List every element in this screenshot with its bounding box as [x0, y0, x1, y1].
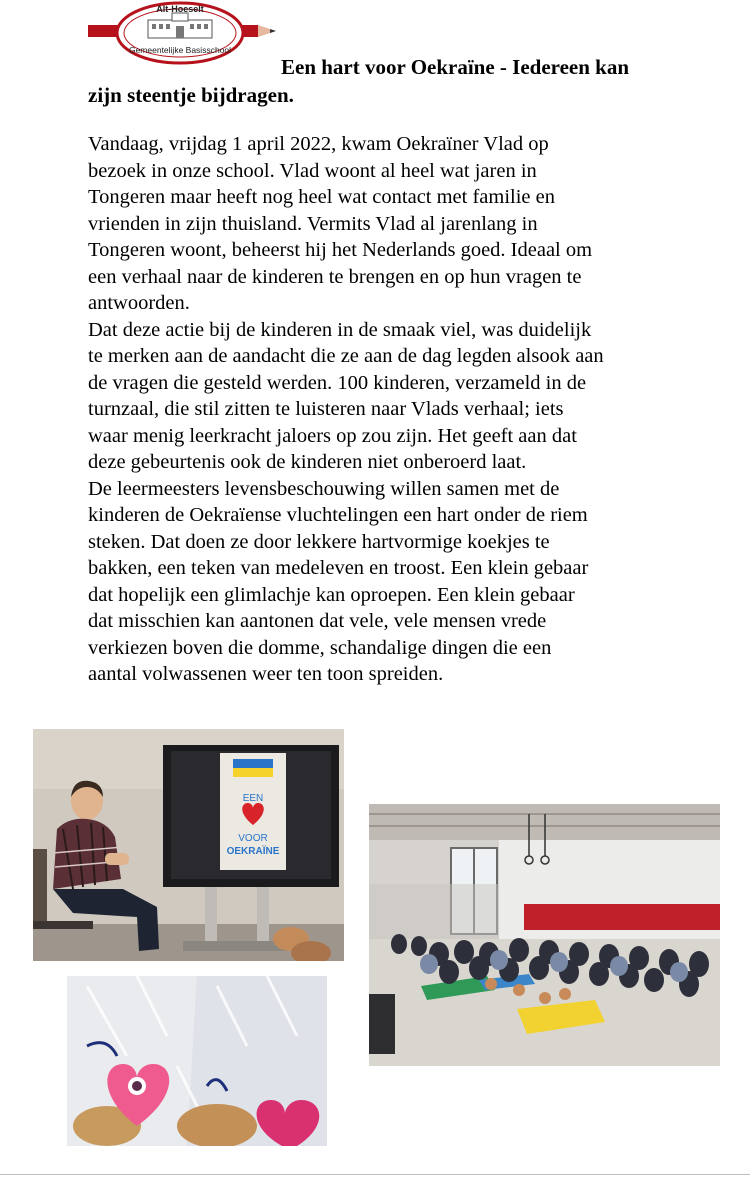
body-line: steken. Dat doen ze door lekkere hartvormige koekjes te [88, 530, 550, 553]
body-line: bezoek in onze school. Vlad woont al heel wat jaren in [88, 159, 537, 182]
body-line: waar menig leerkracht jaloers op zou zijn. Het geeft aan dat [88, 424, 577, 447]
body-line: bakken, een teken van medeleven en troost. Een klein gebaar [88, 557, 589, 579]
article-title [88, 53, 688, 109]
photo-presentation [33, 729, 344, 961]
title-line-2: zijn steentje bijdragen. [88, 83, 294, 107]
article-body [88, 131, 688, 688]
photo-gym-hall [369, 804, 720, 1066]
body-line: Tongeren maar heeft nog heel wat contact met familie en [88, 186, 556, 208]
body-line: antwoorden. [88, 292, 190, 314]
body-line: dat misschien kan aantonen dat vele, vele mensen vrede [88, 610, 547, 632]
body-line: de vragen die gesteld werden. 100 kinderen, verzameld in de [88, 371, 587, 394]
body-line: Vandaag, vrijdag 1 april 2022, kwam Oekraïner Vlad op [88, 133, 549, 155]
body-line: deze gebeurtenis ook de kinderen niet onberoerd laat. [88, 451, 527, 473]
bottom-divider [0, 1174, 750, 1175]
body-line: Tongeren woont, beheerst hij het Nederlands goed. Ideaal om [88, 239, 593, 261]
body-line: een verhaal naar de kinderen te brengen en op hun vragen te [88, 265, 582, 288]
body-line: aantal volwassenen weer ten toon spreiden. [88, 663, 444, 685]
body-line: De leermeesters levensbeschouwing willen samen met de [88, 477, 560, 500]
title-line-1: Een hart voor Oekraïne - Iedereen kan [281, 55, 630, 79]
body-line: turnzaal, die stil zitten te luisteren naar Vlads verhaal; iets [88, 398, 564, 420]
screen-text-oekraine: OEKRAÏNE [226, 846, 280, 857]
body-line: te merken aan de aandacht die ze aan de dag legden alsook aan [88, 345, 604, 367]
body-line: verkiezen boven die domme, schandalige dingen die een [88, 636, 552, 659]
photo-heart-cookies [67, 976, 327, 1146]
body-line: Dat deze actie bij de kinderen in de smaak viel, was duidelijk [88, 318, 592, 341]
logo-bottom-text: Gemeentelijke Basisschool [128, 45, 232, 55]
screen-text-een: EEN [242, 793, 264, 804]
body-line: vrienden in zijn thuisland. Vermits Vlad al jarenlang in [88, 212, 538, 235]
body-line: kinderen de Oekraïense vluchtelingen een hart onder de riem [88, 504, 588, 526]
body-line: dat hopelijk een glimlachje kan oproepen. Een klein gebaar [88, 583, 575, 606]
screen-text-voor: VOOR [238, 833, 268, 844]
logo-top-text: Alt-Hoeselt [156, 4, 204, 14]
